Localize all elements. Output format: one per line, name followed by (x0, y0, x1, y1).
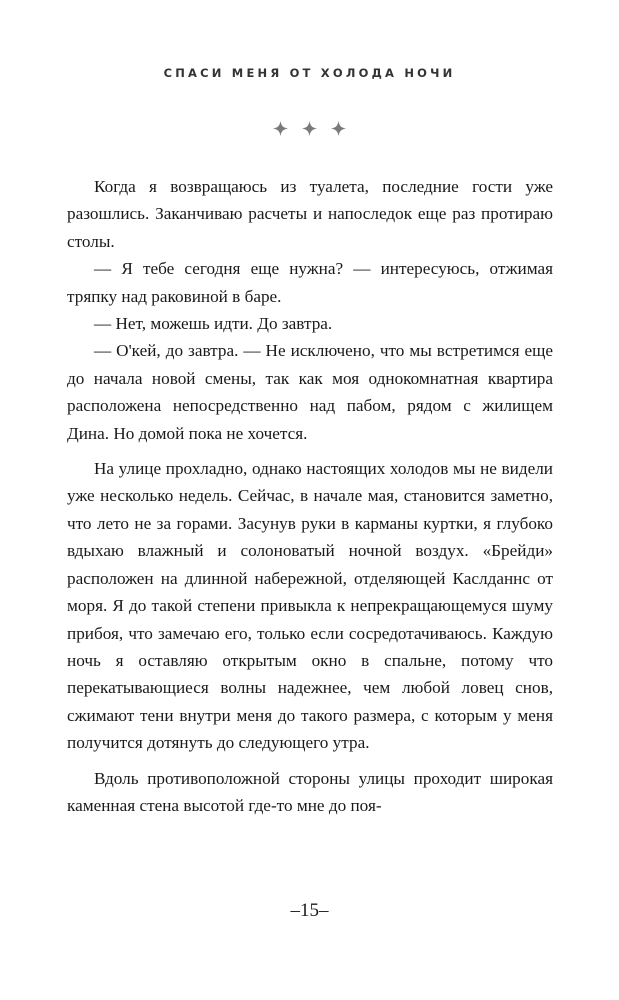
diamond-star-icon (272, 120, 289, 137)
paragraph: Когда я возвращаюсь из туалета, последние гости уже разошлись. Заканчиваю расчеты и напоследок еще раз протираю столы. (67, 177, 553, 251)
paragraph: Вдоль противоположной стороны улицы проходит широкая каменная стена высотой где-то мне до поя- (67, 768, 553, 815)
paragraph: — Нет, можешь идти. До завтра. (94, 314, 333, 334)
paragraph: — Я тебе сегодня еще нужна? — интересуюсь, отжимая тряпку над раковиной в баре. (67, 259, 553, 306)
page-number: –15– (290, 900, 329, 921)
body-text (67, 173, 553, 819)
diamond-star-icon (301, 120, 318, 137)
paragraph: На улице прохладно, однако настоящих холодов мы не видели уже несколько недель. Сейчас, в начале мая, становится заметно, что лето не за горами. Засунув руки в карманы куртки, я глубоко вдыхаю влажный и солоноватый ночной воздух. «Брейди» расположен на длинной набережной, отделяющей Каслданнс от моря. Я до такой степени привыкла к непрекращающемуся шуму прибоя, что замечаю его, только если сосредотачиваюсь. Каждую ночь я оставляю открытым окно в спальне, потому что перекатывающиеся волны надежнее, чем любой ловец снов, сжимают тени внутри меня до такого размера, с которым у меня получится дотянуть до следующего утра. (67, 459, 553, 753)
running-header: СПАСИ МЕНЯ ОТ ХОЛОДА НОЧИ (163, 66, 456, 80)
diamond-star-icon (330, 120, 347, 137)
paragraph: — О'кей, до завтра. — Не исключено, что мы встретимся еще до начала новой смены, так как моя однокомнатная квартира расположена непосредственно над пабом, рядом с жилищем Дина. Но домой пока не хочется. (67, 341, 553, 443)
section-break-ornament (0, 120, 619, 137)
